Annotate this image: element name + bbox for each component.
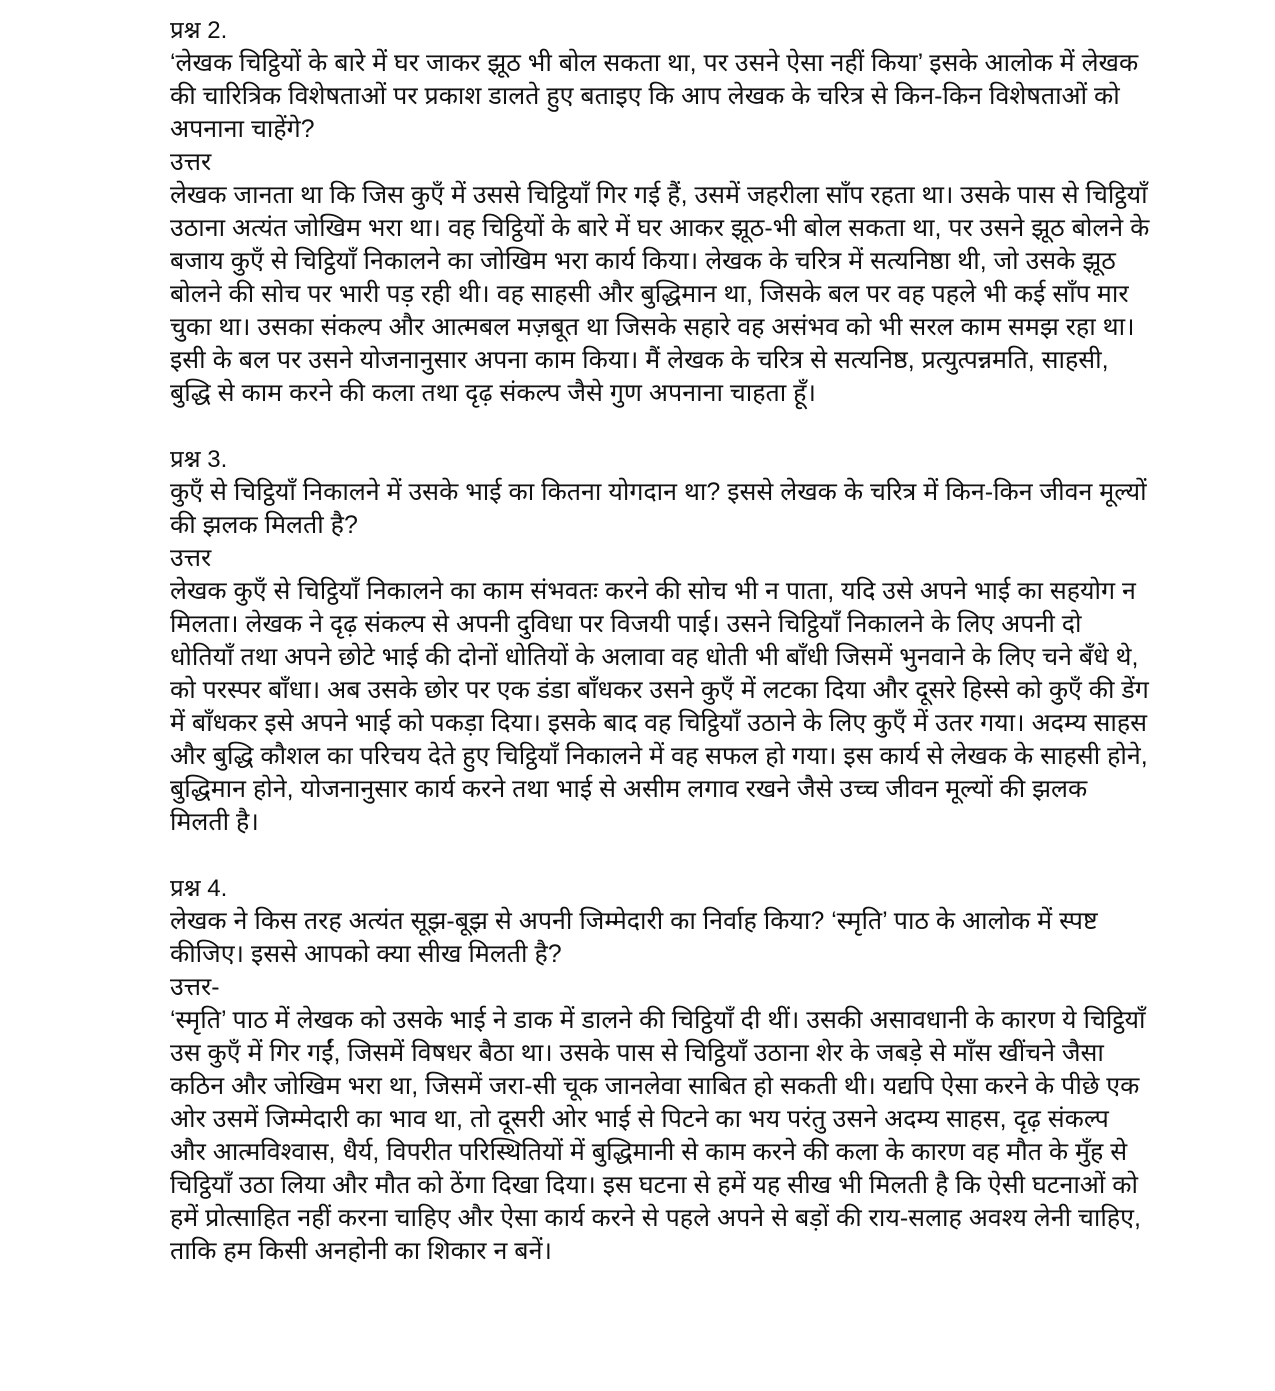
question-block-4 (170, 872, 1150, 1268)
question-number: प्रश्न 3. (170, 446, 228, 473)
answer-label: उत्तर- (170, 973, 220, 1001)
answer-text: ‘स्मृति’ पाठ में लेखक को उसके भाई ने डाक में डालने की चिट्ठियाँ दी थीं। उसकी असावधानी के कारण ये चिट्ठियाँ उस कुएँ में गिर गईं, जिसमें विषधर बैठा था। उसके पास से चिट्ठियाँ उठाना शेर के जबड़े से माँस खींचने जैसा कठिन और जोखिम भरा था, जिसमें जरा-सी चूक जानलेवा साबित हो सकती थी। यद्यपि ऐसा करने के पीछे एक ओर उसमें जिम्मेदारी का भाव था, तो दूसरी ओर भाई से पिटने का भय परंतु उसने अदम्य साहस, दृढ़ संकल्प और आत्मविश्वास, धैर्य, विपरीत परिस्थितियों में बुद्धिमानी से काम करने की कला के कारण वह मौत के मुँह से चिट्ठियाँ उठा लिया और मौत को ठेंगा दिखा दिया। इस घटना से हमें यह सीख भी मिलती है कि ऐसी घटनाओं को हमें प्रोत्साहित नहीं करना चाहिए और ऐसा कार्य करने से पहले अपने से बड़ों की राय-सलाह अवश्य लेनी चाहिए, ताकि हम किसी अनहोनी का शिकार न बनें। (170, 1006, 1146, 1265)
answer-text: लेखक कुएँ से चिट्ठियाँ निकालने का काम संभवतः करने की सोच भी न पाता, यदि उसे अपने भाई का सहयोग न मिलता। लेखक ने दृढ़ संकल्प से अपनी दुविधा पर विजयी पाई। उसने चिट्ठियाँ निकालने के लिए अपनी दो धोतियाँ तथा अपने छोटे भाई की दोनों धोतियों के अलावा वह धोती भी बाँधी जिसमें भुनवाने के लिए चने बँधे थे, को परस्पर बाँधा। अब उसके छोर पर एक डंडा बाँधकर उसने कुएँ में लटका दिया और दूसरे हिस्से को कुएँ की डेंग में बाँधकर इसे अपने भाई को पकड़ा दिया। इसके बाद वह चिट्ठियाँ उठाने के लिए कुएँ में उतर गया। अदम्य साहस और बुद्धि कौशल का परिचय देते हुए चिट्ठियाँ निकालने में वह सफल हो गया। इस कार्य से लेखक के साहसी होने, बुद्धिमान होने, योजनानुसार कार्य करने तथा भाई से असीम लगाव रखने जैसे उच्च जीवन मूल्यों की झलक मिलती है। (170, 577, 1149, 836)
question-number: प्रश्न 2. (170, 17, 228, 44)
question-block-3 (170, 443, 1150, 839)
question-text: लेखक ने किस तरह अत्यंत सूझ-बूझ से अपनी जिम्मेदारी का निर्वाह किया? ‘स्मृति’ पाठ के आलोक में स्पष्ट कीजिए। इससे आपको क्या सीख मिलती है? (170, 907, 1098, 968)
question-text: कुएँ से चिट्ठियाँ निकालने में उसके भाई का कितना योगदान था? इससे लेखक के चरित्र में किन-किन जीवन मूल्यों की झलक मिलती है? (170, 478, 1147, 539)
answer-text: लेखक जानता था कि जिस कुएँ में उससे चिट्ठियाँ गिर गई हैं, उसमें जहरीला साँप रहता था। उसके पास से चिट्ठियाँ उठाना अत्यंत जोखिम भरा था। वह चिट्ठियों के बारे में घर आकर झूठ-भी बोल सकता था, पर उसने झूठ बोलने के बजाय कुएँ से चिट्ठियाँ निकालने का जोखिम भरा कार्य किया। लेखक के चरित्र में सत्यनिष्ठा थी, जो उसके झूठ बोलने की सोच पर भारी पड़ रही थी। वह साहसी और बुद्धिमान था, जिसके बल पर वह पहले भी कई साँप मार चुका था। उसका संकल्प और आत्मबल मज़बूत था जिसके सहारे वह असंभव को भी सरल काम समझ रहा था। इसी के बल पर उसने योजनानुसार अपना काम किया। मैं लेखक के चरित्र से सत्यनिष्ठ, प्रत्युत्पन्नमति, साहसी, बुद्धि से काम करने की कला तथा दृढ़ संकल्प जैसे गुण अपनाना चाहता हूँ। (170, 181, 1150, 407)
answer-label: उत्तर (170, 148, 212, 176)
question-block-2 (170, 14, 1150, 410)
document-page (170, 14, 1150, 1268)
answer-label: उत्तर (170, 544, 212, 572)
question-number: प्रश्न 4. (170, 875, 228, 902)
question-text: ‘लेखक चिट्ठियों के बारे में घर जाकर झूठ भी बोल सकता था, पर उसने ऐसा नहीं किया’ इसके आलोक में लेखक की चारित्रिक विशेषताओं पर प्रकाश डालते हुए बताइए कि आप लेखक के चरित्र से किन-किन विशेषताओं को अपनाना चाहेंगे? (170, 49, 1139, 143)
